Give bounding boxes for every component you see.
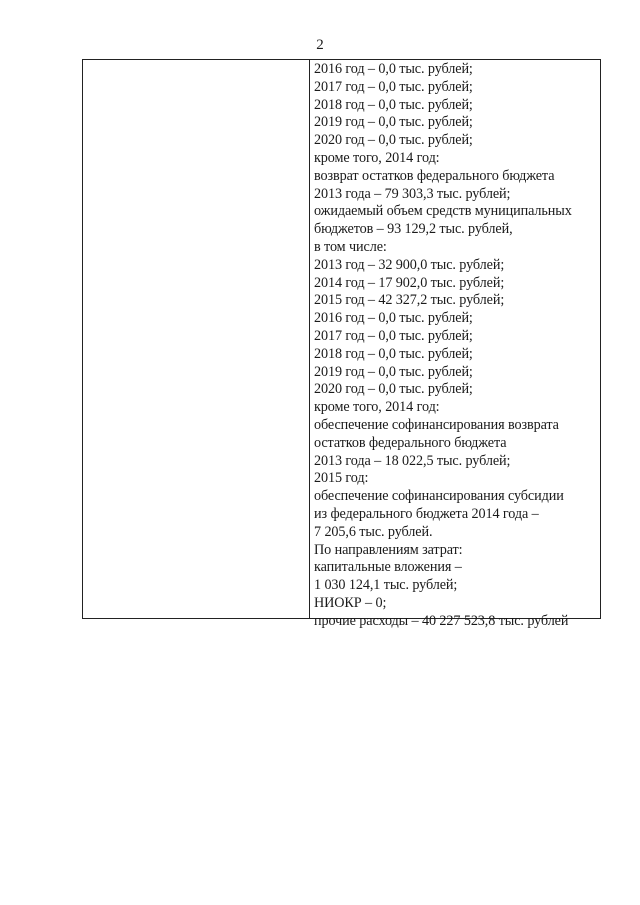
page-number: 2 bbox=[316, 37, 324, 53]
text-line: в том числе: bbox=[314, 238, 387, 255]
text-line: 2018 год – 0,0 тыс. рублей; bbox=[314, 96, 473, 113]
text-line: прочие расходы – 40 227 523,8 тыс. рублей bbox=[314, 612, 569, 629]
text-line: 2013 года – 79 303,3 тыс. рублей; bbox=[314, 185, 511, 202]
text-line: 2013 год – 32 900,0 тыс. рублей; bbox=[314, 256, 505, 273]
table-right-cell bbox=[314, 61, 600, 631]
text-line: кроме того, 2014 год: bbox=[314, 399, 440, 416]
text-line: 2020 год – 0,0 тыс. рублей; bbox=[314, 381, 473, 398]
text-line: обеспечение софинансирования возврата bbox=[314, 416, 559, 433]
text-line: 2019 год – 0,0 тыс. рублей; bbox=[314, 363, 473, 380]
text-line: 2015 год – 42 327,2 тыс. рублей; bbox=[314, 292, 505, 309]
text-line: 7 205,6 тыс. рублей. bbox=[314, 523, 433, 540]
text-line: 2018 год – 0,0 тыс. рублей; bbox=[314, 345, 473, 362]
text-line: 1 030 124,1 тыс. рублей; bbox=[314, 577, 458, 594]
table-left-cell bbox=[83, 60, 310, 618]
document-table bbox=[82, 59, 601, 629]
text-line: 2017 год – 0,0 тыс. рублей; bbox=[314, 78, 473, 95]
text-line: кроме того, 2014 год: bbox=[314, 149, 440, 166]
text-line: 2019 год – 0,0 тыс. рублей; bbox=[314, 114, 473, 131]
text-line: бюджетов – 93 129,2 тыс. рублей, bbox=[314, 221, 513, 238]
text-line: остатков федерального бюджета bbox=[314, 434, 507, 451]
text-line: 2020 год – 0,0 тыс. рублей; bbox=[314, 132, 473, 149]
text-line: ожидаемый объем средств муниципальных bbox=[314, 203, 572, 220]
text-line: из федерального бюджета 2014 года – bbox=[314, 505, 539, 522]
text-line: 2016 год – 0,0 тыс. рублей; bbox=[314, 61, 473, 77]
text-line: По направлениям затрат: bbox=[314, 541, 463, 558]
text-line: 2014 год – 17 902,0 тыс. рублей; bbox=[314, 274, 505, 291]
text-line: 2013 года – 18 022,5 тыс. рублей; bbox=[314, 452, 511, 469]
text-line: 2017 год – 0,0 тыс. рублей; bbox=[314, 327, 473, 344]
text-line: НИОКР – 0; bbox=[314, 594, 387, 611]
text-line: обеспечение софинансирования субсидии bbox=[314, 488, 564, 505]
text-line: возврат остатков федерального бюджета bbox=[314, 167, 555, 184]
text-line: 2016 год – 0,0 тыс. рублей; bbox=[314, 310, 473, 327]
text-line: 2015 год: bbox=[314, 470, 369, 487]
text-line: капитальные вложения – bbox=[314, 559, 462, 576]
